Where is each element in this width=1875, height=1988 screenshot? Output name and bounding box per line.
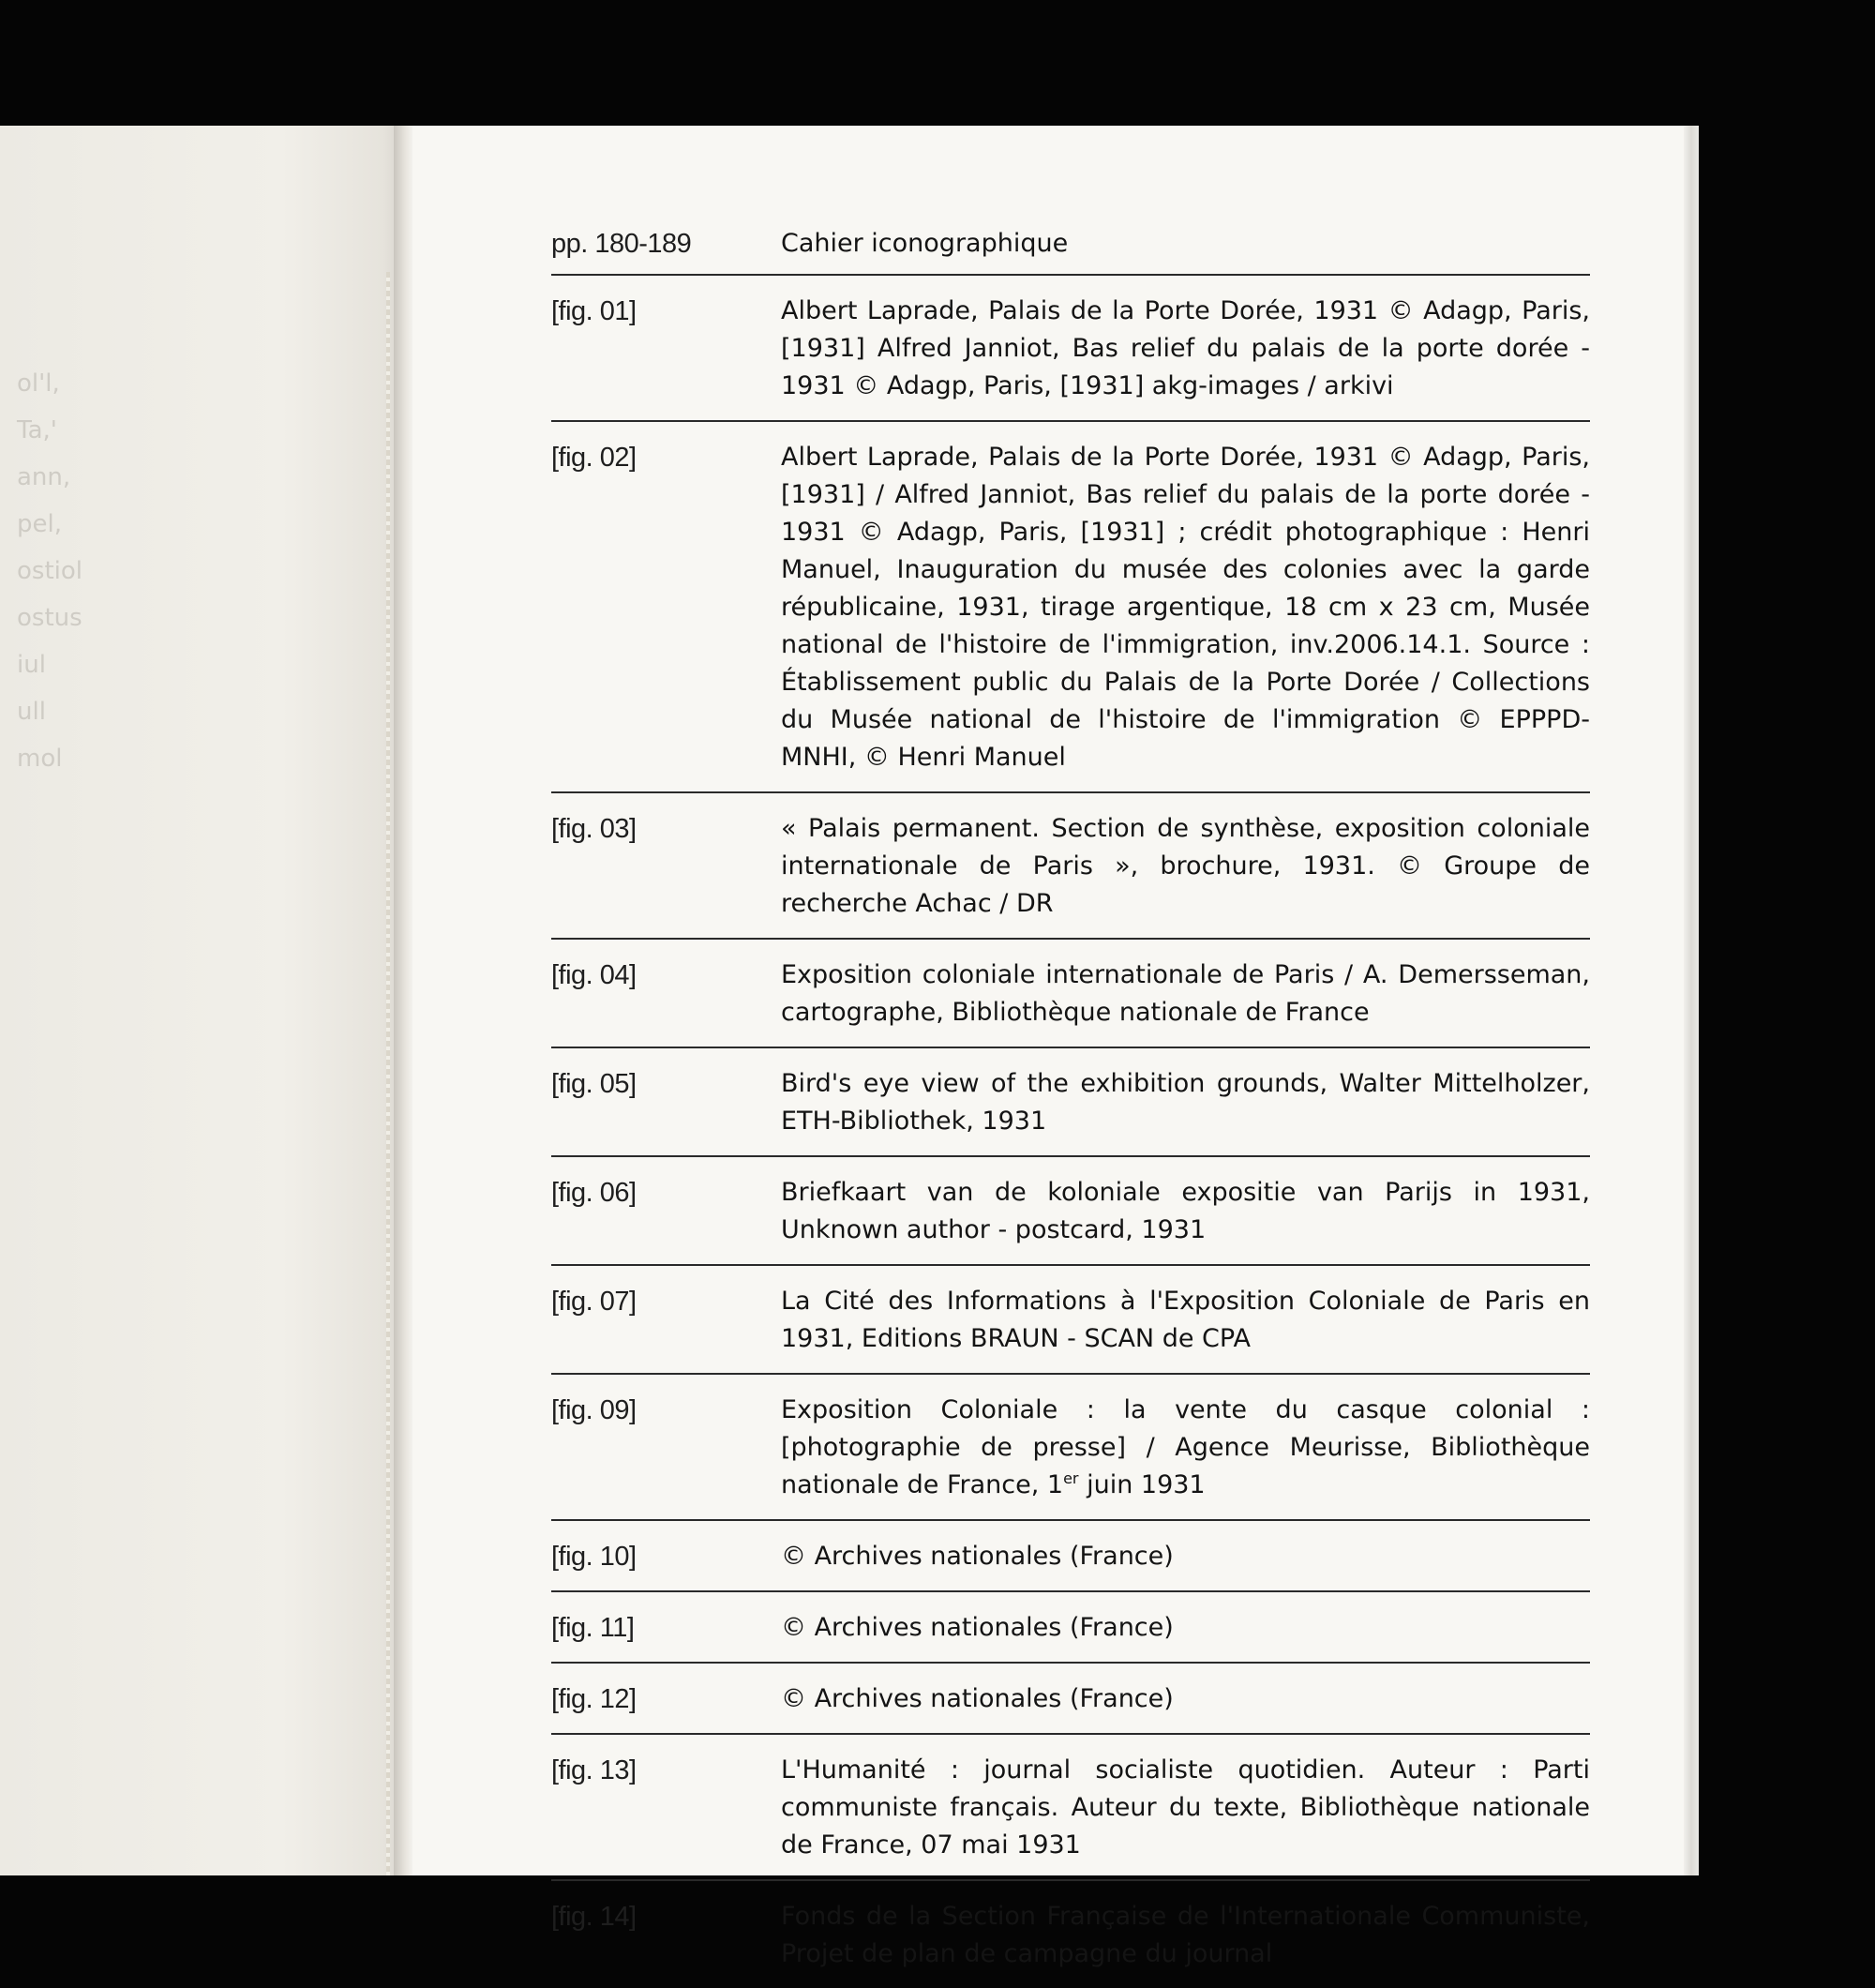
- caption-list: [551, 225, 1590, 1988]
- caption-text: Exposition Coloniale : la vente du casque colonial : [photographie de presse] / Agence Meurisse, Bibliothèque nationale de France, 1: [781, 1395, 1590, 1499]
- figure-caption: Albert Laprade, Palais de la Porte Dorée, 1931 © Adagp, Paris, [1931] / Alfred Janniot, Bas relief du palais de la porte dorée - 1931 © Adagp, Paris, [1931] ; crédit photographique : Henri Manuel, Inauguration du musée des colonies avec la garde républicaine, 1931, tirage argentique, 18 cm x 23 cm, Musée national de l'histoire de l'immigration, inv.2006.14.1. Source : Établissement public du Palais de la Porte Dorée / Collections du Musée national de l'histoire de l'immigration © EPPPD-MNHI, © Henri Manuel: [781, 443, 1590, 772]
- figure-label: [fig. 03]: [551, 814, 637, 844]
- caption-entry: [551, 1733, 1590, 1879]
- section-header: [551, 225, 1590, 274]
- binding-thread: [386, 272, 390, 1875]
- caption-entry: [551, 1047, 1590, 1155]
- figure-label: [fig. 11]: [551, 1613, 635, 1643]
- figure-label: [fig. 07]: [551, 1287, 637, 1317]
- caption-entry: [551, 420, 1590, 791]
- figure-caption: © Archives nationales (France): [781, 1613, 1174, 1642]
- caption-entry: [551, 1590, 1590, 1662]
- figure-caption: Albert Laprade, Palais de la Porte Dorée, 1931 © Adagp, Paris, [1931] Alfred Janniot, Bas relief du palais de la porte dorée - 1931 © Adagp, Paris, [1931] akg-images / arkivi: [781, 296, 1590, 400]
- figure-label: [fig. 05]: [551, 1069, 637, 1099]
- figure-caption: La Cité des Informations à l'Exposition Coloniale de Paris en 1931, Editions BRAUN - SCAN de CPA: [781, 1287, 1590, 1353]
- left-page: [0, 126, 403, 1875]
- figure-label: [fig. 04]: [551, 960, 637, 990]
- figure-caption: © Archives nationales (France): [781, 1684, 1174, 1713]
- caption-entry: [551, 1879, 1590, 1988]
- figure-label: [fig. 01]: [551, 296, 637, 326]
- caption-entry: [551, 791, 1590, 938]
- ordinal-suffix: er: [1063, 1469, 1079, 1487]
- figure-label: [fig. 14]: [551, 1902, 637, 1932]
- figure-label: [fig. 09]: [551, 1395, 637, 1425]
- figure-label: [fig. 12]: [551, 1684, 637, 1714]
- caption-entry: [551, 1662, 1590, 1733]
- page-edge: [1684, 126, 1699, 1875]
- show-through-text: ol'l, Ta,' ann, pel, ostiol ostus iul ull mol: [17, 369, 83, 773]
- figure-label: [fig. 10]: [551, 1542, 637, 1572]
- figure-caption: L'Humanité : journal socialiste quotidien. Auteur : Parti communiste français. Auteur du texte, Bibliothèque nationale de France, 07 mai 1931: [781, 1755, 1590, 1860]
- figure-caption: Fonds de la Section Française de l'Internationale Communiste, Projet de plan de campagne du journal: [781, 1902, 1590, 1968]
- caption-entry: [551, 1519, 1590, 1590]
- caption-entry: [551, 938, 1590, 1047]
- figure-label: [fig. 06]: [551, 1178, 637, 1208]
- figure-caption: « Palais permanent. Section de synthèse, exposition coloniale internationale de Paris », brochure, 1931. © Groupe de recherche Achac / DR: [781, 814, 1590, 918]
- figure-caption: Briefkaart van de koloniale expositie van Parijs in 1931, Unknown author - postcard, 1931: [781, 1178, 1590, 1244]
- right-page: [412, 126, 1699, 1968]
- figure-caption: [781, 1392, 1590, 1504]
- book-gutter: [394, 126, 414, 1875]
- caption-entry: [551, 1264, 1590, 1373]
- caption-entry: [551, 1155, 1590, 1264]
- figure-caption: Exposition coloniale internationale de Paris / A. Demersseman, cartographe, Bibliothèque nationale de France: [781, 960, 1590, 1027]
- figure-caption: © Archives nationales (France): [781, 1542, 1174, 1571]
- figure-label: [fig. 13]: [551, 1755, 637, 1785]
- caption-entry: [551, 1373, 1590, 1519]
- figure-caption: Bird's eye view of the exhibition grounds, Walter Mittelholzer, ETH-Bibliothek, 1931: [781, 1069, 1590, 1136]
- figure-label: [fig. 02]: [551, 443, 637, 473]
- section-title: Cahier iconographique: [781, 229, 1069, 258]
- page-range: pp. 180-189: [551, 229, 692, 259]
- caption-text-end: juin 1931: [1078, 1470, 1206, 1499]
- caption-entry: [551, 274, 1590, 420]
